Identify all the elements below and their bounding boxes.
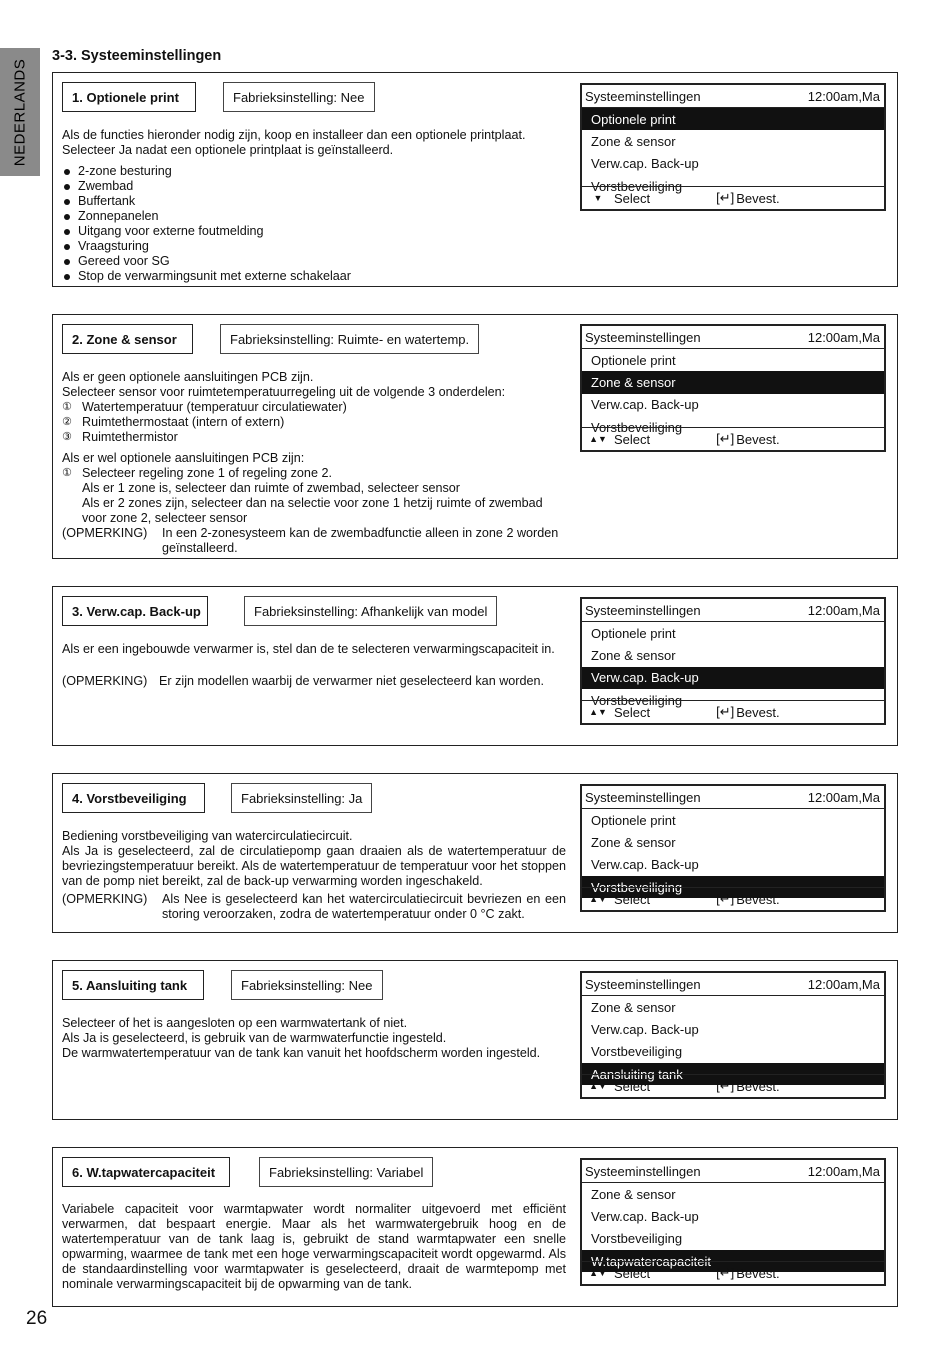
screen-title: Systeeminstellingen [585, 976, 701, 992]
confirm-label: Bevest. [736, 1265, 780, 1281]
up-down-arrow-icon: ▲▼ [589, 434, 607, 444]
screen-header [582, 85, 884, 108]
section-title: 4. Vorstbeveiliging [62, 783, 205, 813]
confirm-label: Bevest. [736, 704, 780, 720]
screen-title: Systeeminstellingen [585, 1163, 701, 1179]
note-text: Als Nee is geselecteerd kan het watercirculatiecircuit bevriezen en een storing veroorzaken, zodra de watertemperatuur onder 0 °C zakt. [162, 892, 566, 921]
menu-item-selected[interactable]: Verw.cap. Back-up [582, 667, 884, 689]
enter-icon: [↵] [716, 190, 735, 205]
screen-header [582, 599, 884, 622]
list-item: 2-zone besturing [62, 164, 566, 179]
menu-item[interactable]: Verw.cap. Back-up [591, 1208, 699, 1224]
section-w-tapwatercapaciteit [52, 1147, 898, 1307]
screen-clock: 12:00am,Ma [807, 789, 880, 805]
factory-setting: Fabrieksinstelling: Ja [231, 783, 372, 813]
select-label: Select [614, 891, 651, 907]
section-title: 5. Aansluiting tank [62, 970, 204, 1000]
text-line: Als er 2 zones zijn, selecteer dan na selectie voor zone 1 hetzij ruimte of zwembad voor zone 2, selecteer sensor [82, 496, 543, 525]
note-text: Er zijn modellen waarbij de verwarmer niet geselecteerd kan worden. [159, 674, 544, 688]
section-title: 3. Verw.cap. Back-up [62, 596, 208, 626]
menu-item[interactable]: Optionele print [591, 352, 676, 368]
option-number: ① [62, 467, 72, 479]
screen-footer [582, 887, 884, 910]
section-vorstbeveiliging [52, 773, 898, 933]
menu-item[interactable]: Zone & sensor [591, 647, 676, 663]
lcd-screen [580, 784, 886, 912]
enter-icon: [↵] [716, 431, 735, 446]
note [62, 526, 566, 556]
up-down-arrow-icon: ▲▼ [589, 707, 607, 717]
option-number: ③ [62, 431, 72, 443]
list-item: Zonnepanelen [62, 209, 566, 224]
screen-header [582, 973, 884, 996]
factory-setting: Fabrieksinstelling: Afhankelijk van model [244, 596, 497, 626]
note-label: (OPMERKING) [62, 892, 148, 906]
option-number: ② [62, 416, 72, 428]
enter-icon: [↵] [716, 1265, 735, 1280]
section-title: 6. W.tapwatercapaciteit [62, 1157, 230, 1187]
factory-setting: Fabrieksinstelling: Nee [231, 970, 383, 1000]
screen-clock: 12:00am,Ma [807, 329, 880, 345]
lcd-screen [580, 597, 886, 725]
screen-title: Systeeminstellingen [585, 88, 701, 104]
text-line: Als er wel optionele aansluitingen PCB zijn: [62, 451, 305, 465]
section-text [62, 829, 566, 922]
menu-item-selected[interactable]: Aansluiting tank [582, 1063, 884, 1085]
menu-item[interactable]: Zone & sensor [591, 834, 676, 850]
confirm-label: Bevest. [736, 1078, 780, 1094]
menu-item[interactable]: Vorstbeveiliging [591, 1044, 683, 1060]
intro-text: Als de functies hieronder nodig zijn, koop en installeer dan een optionele printplaat. Selecteer Ja nadat een optionele printplaat is geïnstalleerd. [62, 128, 526, 157]
text-line: Als Ja is geselecteerd, is gebruik van de warmwaterfunctie ingesteld. [62, 1031, 447, 1045]
enter-icon: [↵] [716, 704, 735, 719]
text-line: Als er 1 zone is, selecteer dan ruimte of zwembad, selecteer sensor [82, 481, 460, 495]
text-line: Als Ja is geselecteerd, zal de circulatiepomp gaan draaien als de watertemperatuur de bevriezingstemperatuur bereikt. Als de watertemperatuur de temperatuur voor het stoppen van de pomp niet bereikt, zal de back-up verwarming worden ingeschakeld. [62, 844, 566, 888]
option-item [62, 400, 566, 415]
menu-item[interactable]: Optionele print [591, 812, 676, 828]
section-text [62, 1016, 566, 1061]
note [62, 674, 566, 689]
menu-item-selected[interactable]: W.tapwatercapaciteit [582, 1250, 884, 1272]
lcd-screen [580, 83, 886, 211]
lcd-screen [580, 324, 886, 452]
menu-item[interactable]: Zone & sensor [591, 999, 676, 1015]
section-title: 1. Optionele print [62, 82, 196, 112]
menu-item[interactable]: Vorstbeveiliging [591, 1231, 683, 1247]
text-line: Selecteer sensor voor ruimtetemperatuurregeling uit de volgende 3 onderdelen: [62, 385, 506, 399]
down-arrow-icon: ▼ [593, 193, 603, 203]
note [62, 892, 566, 922]
text-line: Variabele capaciteit voor warmtapwater wordt normaliter uitgevoerd met efficiënt verwarmen, dat bespaart energie. Maar als het warmwatergebruik hoog en de watertemperatuur van de tank laag is, gebruikt de stand warmtapwater een snelle opwarming, waarmee de tank met een hoge verwarmingscapaciteit wordt opgewarmd. Als de standaardinstelling voor warmtapwater is geselecteerd, draait de warmtepomp met nominale verwarmingscapaciteit bij de opwarming van de tank. [62, 1202, 566, 1291]
section-text [62, 370, 566, 556]
feature-list [62, 164, 566, 284]
section-optionele-print [52, 72, 898, 287]
screen-clock: 12:00am,Ma [807, 88, 880, 104]
list-item: Uitgang voor externe foutmelding [62, 224, 566, 239]
screen-footer [582, 1074, 884, 1097]
menu-item-selected[interactable]: Optionele print [582, 108, 884, 130]
screen-footer [582, 427, 884, 450]
menu-item[interactable]: Zone & sensor [591, 1186, 676, 1202]
page-number: 26 [26, 1308, 48, 1329]
enter-icon: [↵] [716, 1078, 735, 1093]
list-item: Gereed voor SG [62, 254, 566, 269]
screen-clock: 12:00am,Ma [807, 976, 880, 992]
select-label: Select [614, 190, 651, 206]
lcd-screen [580, 971, 886, 1099]
screen-clock: 12:00am,Ma [807, 1163, 880, 1179]
menu-item-selected[interactable]: Zone & sensor [582, 371, 884, 393]
option-text: Selecteer regeling zone 1 of regeling zone 2. [82, 466, 332, 480]
menu-item[interactable]: Verw.cap. Back-up [591, 1021, 699, 1037]
text-line: De warmwatertemperatuur van de tank kan vanuit het hoofdscherm worden ingesteld. [62, 1046, 541, 1060]
option-text: Ruimtethermistor [82, 430, 178, 444]
option-text: Ruimtethermostaat (intern of extern) [82, 415, 285, 429]
language-tab [0, 48, 40, 176]
screen-footer [582, 1261, 884, 1284]
text-line: Selecteer of het is aangesloten op een warmwatertank of niet. [62, 1016, 408, 1030]
screen-footer [582, 700, 884, 723]
confirm-label: Bevest. [736, 190, 780, 206]
screen-header [582, 786, 884, 809]
menu-item[interactable]: Verw.cap. Back-up [591, 397, 699, 413]
factory-setting: Fabrieksinstelling: Ruimte- en watertemp. [220, 324, 479, 354]
up-down-arrow-icon: ▲▼ [589, 894, 607, 904]
note-label: (OPMERKING) [62, 526, 148, 540]
confirm-label: Bevest. [736, 891, 780, 907]
screen-header [582, 326, 884, 349]
section-text [62, 642, 566, 689]
note-text: In een 2-zonesysteem kan de zwembadfunctie alleen in zone 2 worden geïnstalleerd. [162, 526, 559, 555]
screen-clock: 12:00am,Ma [807, 602, 880, 618]
menu-item[interactable]: Verw.cap. Back-up [591, 156, 699, 172]
select-label: Select [614, 431, 651, 447]
section-zone-sensor [52, 314, 898, 559]
text-line: Bediening vorstbeveiliging van watercirculatiecircuit. [62, 829, 353, 843]
menu-item[interactable]: Vorstbeveiliging [591, 419, 683, 435]
factory-setting: Fabrieksinstelling: Variabel [259, 1157, 433, 1187]
up-down-arrow-icon: ▲▼ [589, 1081, 607, 1091]
option-item [62, 430, 566, 445]
section-verw-cap-backup [52, 586, 898, 746]
select-label: Select [614, 1265, 651, 1281]
list-item: Buffertank [62, 194, 566, 209]
note-label: (OPMERKING) [62, 674, 148, 688]
up-down-arrow-icon: ▲▼ [589, 1268, 607, 1278]
select-label: Select [614, 1078, 651, 1094]
option-item [62, 466, 566, 481]
factory-setting: Fabrieksinstelling: Nee [223, 82, 375, 112]
menu-item-selected[interactable]: Vorstbeveiliging [582, 876, 884, 898]
option-text: Watertemperatuur (temperatuur circulatiewater) [82, 400, 347, 414]
list-item: Zwembad [62, 179, 566, 194]
menu-item[interactable]: Optionele print [591, 625, 676, 641]
section-text [62, 1202, 566, 1292]
lcd-screen [580, 1158, 886, 1286]
language-tab-label: NEDERLANDS [11, 58, 29, 166]
screen-title: Systeeminstellingen [585, 329, 701, 345]
page-heading: 3-3. Systeeminstellingen [52, 48, 222, 64]
section-title: 2. Zone & sensor [62, 324, 193, 354]
option-item [62, 415, 566, 430]
menu-item[interactable]: Verw.cap. Back-up [591, 857, 699, 873]
text-line: Als er geen optionele aansluitingen PCB zijn. [62, 370, 314, 384]
list-item: Vraagsturing [62, 239, 566, 254]
list-item: Stop de verwarmingsunit met externe schakelaar [62, 269, 566, 284]
text-line: Als er een ingebouwde verwarmer is, stel dan de te selecteren verwarmingscapaciteit in. [62, 642, 555, 656]
option-number: ① [62, 401, 72, 413]
enter-icon: [↵] [716, 891, 735, 906]
confirm-label: Bevest. [736, 431, 780, 447]
section-aansluiting-tank [52, 960, 898, 1120]
menu-item[interactable]: Vorstbeveiliging [591, 692, 683, 708]
menu-item[interactable]: Zone & sensor [591, 133, 676, 149]
section-text [62, 128, 566, 284]
screen-footer [582, 186, 884, 209]
menu-item[interactable]: Vorstbeveiliging [591, 178, 683, 194]
screen-title: Systeeminstellingen [585, 602, 701, 618]
select-label: Select [614, 704, 651, 720]
screen-header [582, 1160, 884, 1183]
screen-title: Systeeminstellingen [585, 789, 701, 805]
